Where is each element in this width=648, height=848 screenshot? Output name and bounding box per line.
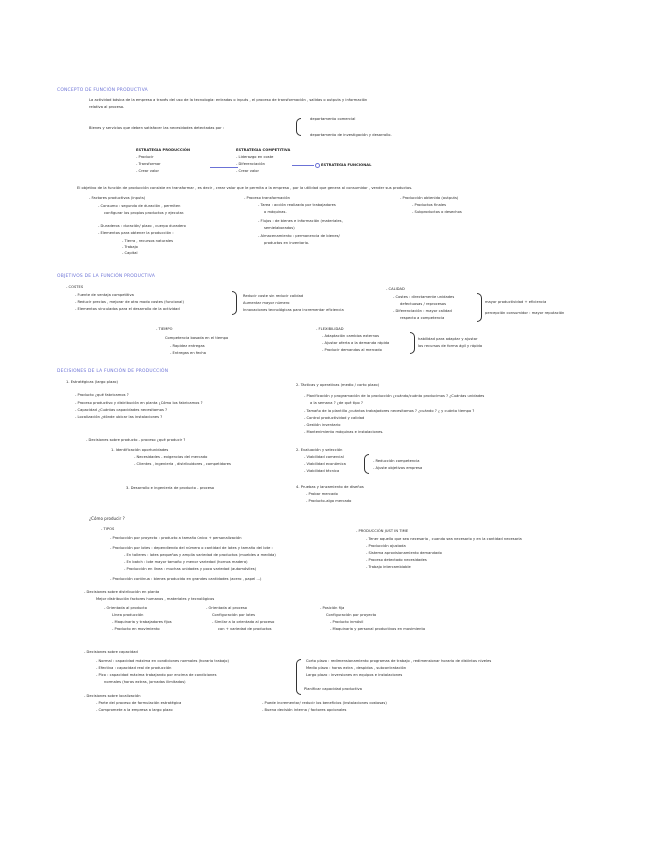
tipos-2: - Producción por lotes : dependiendo del número o cantidad de lotes y tamaño del lote : [110,546,273,550]
po-title: - Producción obtenida (outputs) [400,196,459,200]
arrow-1 [210,167,238,168]
circle-icon [315,163,320,168]
dp-8: - Reducción competencia [373,459,420,463]
costes-b2: Aumentar mayor número [243,301,290,305]
cap-plazo-3: Largo plazo : inversiones en equipos e instalaciones [306,673,403,677]
fp-title: - Factores productivos (inputs) [89,196,146,200]
ep-item-2: - Transformar [136,162,161,166]
tiempo-1: Competencia basada en el tiempo [165,336,229,340]
jit-title: - PRODUCCIÓN JUST IN TIME [356,529,409,533]
ep-item-1: - Producir [136,155,154,159]
dist-a1: - Orientada al producto [104,606,147,610]
cap-brace [296,659,301,695]
dist-b4: con + variedad de productos [218,627,272,631]
estrategia-competitiva-title: ESTRATEGIA COMPETITIVA [236,148,291,152]
fp-3: - Duraderos : duración/ plazo , cuerpo duradero [98,224,186,228]
fp-6: - Trabajo [122,245,138,249]
pt-3: - Flujos : de bienes e información (materiales, [258,219,343,223]
calidad-3: - Diferenciación : mayor calidad [393,309,452,313]
dp-3: - Clientes , ingeniería , distribuidores , competidores [134,462,231,466]
tipos-6: - Producción continua : bienes producido en grandes cantidades (acero , papel ...) [110,577,262,581]
section3-title: DECISIONES DE LA FUNCIÓN DE PRODUCCIÓN [57,369,169,374]
jit-4: - Proceso detectado necesidades [366,558,427,562]
costes-3: - Elementos vinculados para el desarrollo de la actividad [75,307,180,311]
tacticas-title: 2. Tácticas y operativas (medio / corto plazo) [296,383,380,387]
ep-item-3: - Crear valor [136,169,160,173]
pt-5: - Almacenamiento : permanencia de bienes/ [258,234,340,238]
tiempo-2: - Rapidez entregas [170,344,205,348]
estrategicas-title: 1. Estratégicas (largo plazo) [66,380,118,384]
tipos-title: - TIPOS [101,527,115,531]
loc-1: - Parte del proceso de formulación estratégica [96,701,182,705]
ec-item-1: - Liderazgo en coste [236,155,274,159]
tacticas-2: a la semana ? ¿de qué tipo ? [310,401,363,405]
costes-title: - COSTES [66,285,84,289]
costes-2: - Reducir precios , mejorar de otro modo costes (funcional) [75,300,184,304]
tacticas-6: - Mantenimiento máquinas e instalaciones. [304,430,384,434]
dp-11: 4. Pruebas y lanzamiento de diseños [296,485,364,489]
fp-2: configurar los propios productos y ejecutar. [104,211,185,215]
dist-c4: - Maquinaria y personal productivos en movimiento [330,627,426,631]
dp-2: - Necesidades - exigencias del mercado [134,455,208,459]
estrategia-produccion-title: ESTRATEGIA PRODUCCIÓN [136,148,191,152]
flex-3: - Producir demandas al mercado [322,348,382,352]
loc-title: - Decisiones sobre localización [84,694,141,698]
pt-title: - Proceso transformación [244,196,291,200]
fp-1: - Consumo : segundo de duración , permiten [98,204,181,208]
cap-4: normales (horas extras, jornadas ilimitadas) [104,680,186,684]
dist-b1: - Orientada al proceso [206,606,248,610]
pt-6: productos en inventario. [264,241,310,245]
po-2: - Subproductos o desechos [412,210,462,214]
calidad-b1: mayor productividad + eficiencia [485,300,547,304]
jit-1: - Tener aquello que sea necesario , cuando sea necesario y en la cantidad necesaria [366,537,522,541]
tipos-3: - En talleres : lotes pequeños y amplia variedad de productos (muebles a medida) [124,553,276,557]
tipos-4: - En batch : lote mayor tamaño y menor variedad (hornos madera) [124,560,248,564]
dist-sub: Mejor distribución factores humanos , materiales y tecnológicos [96,597,215,601]
estrategicas-1: - Producto ¿qué fabricamos ? [75,393,129,397]
costes-b1: Reducir coste sin reducir calidad [243,294,304,298]
intro-line-2: relativa al proceso. [89,105,125,109]
dist-title: - Decisiones sobre distribución en planta [84,590,160,594]
estrategia-funcional: ESTRATEGIA FUNCIONAL [321,163,372,167]
dp-4: 2. Evaluación y selección [296,448,343,452]
dist-c3: - Producto inmóvil [330,620,364,624]
objetivo-line: El objetivo de la función de producción consiste en transformar , es decir , crear valor que le permita a la empresa , por la utilidad que genera al consumidor , vender sus productos. [77,186,413,190]
jit-5: - Trabajo intercambiable [366,565,411,569]
tacticas-5: - Gestión inventario [304,423,341,427]
dp-brace [364,454,369,474]
jit-3: - Sistema aprovisionamiento demandado [366,551,442,555]
loc-4: - Buena decisión interna / factores opcionales [262,708,347,712]
flex-2: - Ajustar oferta a la demanda rápida [322,341,390,345]
costes-1: - Fuente de ventaja competitiva [75,293,134,297]
ec-item-2: - Diferenciación [236,162,265,166]
jit-2: - Producción ajustada [366,544,406,548]
section1-title: CONCEPTO DE FUNCIÓN PRODUCTIVA [57,88,148,93]
dep-comercial: departamento comercial [310,117,356,121]
tipos-5: - Producción en línea : muchas unidades y poca variedad (automóviles) [124,567,257,571]
calidad-title: - CALIDAD [386,287,405,291]
como-producir: ¿Cómo producir ? [89,516,125,521]
flex-title: - FLEXIBILIDAD [316,327,344,331]
estrategicas-4: - Localización ¿dónde ubicar las instalaciones ? [75,415,163,419]
calidad-brace [477,293,482,322]
dist-a2: Línea producción [112,613,144,617]
dp-9: - Ajuste objetivos empresa [373,466,423,470]
po-1: - Productos finales [412,203,447,207]
pt-1: - Tarea : acción realizada por trabajadores [258,203,336,207]
intro-line-1: La actividad básica de la empresa a través del uso de la tecnología: entradas o inputs , el proceso de transformación , salidas o outputs y información [89,98,368,102]
calidad-b2: percepción consumidor : mayor reputación [485,311,565,315]
dist-b2: Configuración por lotes [212,613,256,617]
cap-plazo-4: Planificar capacidad productiva [304,687,362,691]
tacticas-3: - Tamaño de la plantilla ¿cuántos trabajadores necesitamos ? ¿cuándo ? ¿ y cuánto tiempo ? [304,409,475,413]
loc-3: - Puede incrementar/ reducir los beneficios (instalaciones costosas) [262,701,387,705]
flex-1: - Adaptación cambios externos [322,334,380,338]
estrategicas-3: - Capacidad ¿Cuántas capacidades necesitamos ? [75,408,168,412]
costes-b3: Innovaciones tecnológicas para incrementar eficiencia [243,308,344,312]
dp-7: - Viabilidad técnica [304,469,340,473]
fp-5: - Tierra , recursos naturales [122,239,174,243]
dist-b3: - Similar a la orientada al proceso [212,620,275,624]
dp-13: - Producto-algo mercado [306,499,352,503]
cap-plazo-1: Corto plazo : redimensionamiento programas de trabajo , redimensionar horario de distintos niveles [306,659,492,663]
bienes-line: Bienes y servicios que deben satisfacer las necesidades detectadas por : [89,126,225,130]
cap-title: - Decisiones sobre capacidad [84,650,138,654]
dp-title: - Decisiones sobre producto - proceso ¿qué producir ? [86,438,186,442]
cap-2: - Efectiva : capacidad real de producción [96,666,172,670]
tiempo-title: - TIEMPO [156,327,173,331]
calidad-1: - Costes : directamente unidades [393,295,455,299]
dp-1: 1. Identificación oportunidades [111,448,169,452]
dp-12: - Probar mercado [306,492,338,496]
cap-3: - Pico : capacidad máxima trabajando por encima de condiciones [96,673,217,677]
calidad-2: defectuosas / reprocesos [400,302,447,306]
costes-brace [232,291,237,315]
dp-6: - Viabilidad económica [304,462,346,466]
estrategicas-2: - Proceso productivo y distribución en planta ¿Cómo los fabricamos ? [75,401,203,405]
dp-10: 3. Desarrollo e ingeniería de producto - proceso [126,486,215,490]
dep-investigacion: departamento de investigación y desarrollo. [310,133,392,137]
tiempo-3: - Entregas en fecha [170,351,207,355]
calidad-4: respecto a competencia [400,316,445,320]
tacticas-1: - Planificación y programación de la producción ¿cuándo/cuánto producimos ? ¿Cuántas unidades [304,394,485,398]
fp-4: - Elementos para obtener la producción : [98,231,174,235]
dist-a4: - Producto en movimiento [112,627,160,631]
tacticas-4: - Control productividad y calidad [304,416,365,420]
dist-a3: - Maquinaria y trabajadores fijos [112,620,172,624]
dist-c1: - Posición fija [320,606,345,610]
dp-5: - Viabilidad comercial [304,455,344,459]
section2-title: OBJETIVOS DE LA FUNCIÓN PRODUCTIVA [57,274,156,279]
cap-plazo-2: Medio plazo : horas extra , despidos , subcontratación [306,666,407,670]
loc-2: - Compromete a la empresa a largo plazo [96,708,173,712]
flex-b2: los recursos de forma ágil y rápida [418,344,483,348]
bienes-brace [296,118,301,136]
cap-1: - Normal : capacidad máxima en condiciones normales (horario trabajo) [96,659,230,663]
dist-c2: Configuración por proyecto [326,613,377,617]
tipos-1: - Producción por proyecto : producto a tamaño único + personalización [110,536,242,540]
arrow-2 [292,165,314,166]
flex-b1: habilidad para adaptar y ajustar [418,337,478,341]
pt-2: o máquinas. [264,210,287,214]
pt-4: semielaborados) [264,226,295,230]
flex-brace [410,332,415,354]
ec-item-3: - Crear valor [236,169,260,173]
fp-7: - Capital [122,251,138,255]
